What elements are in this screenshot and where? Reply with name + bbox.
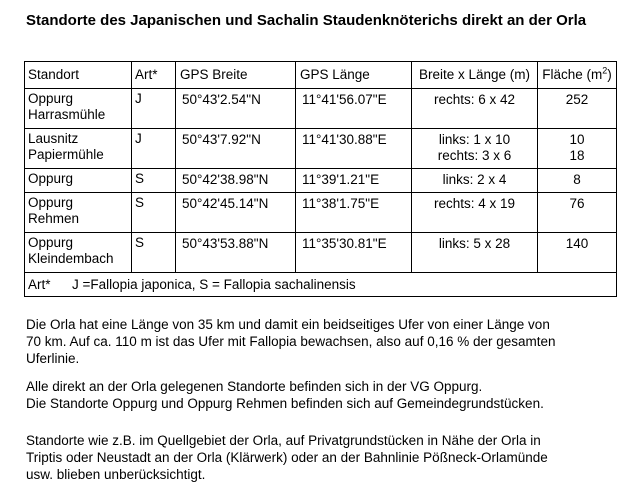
gps-breite-value: 50°43'53.88"N: [182, 236, 269, 251]
area-line-1: 8: [573, 172, 581, 187]
standort-line-2: Papiermühle: [28, 147, 104, 162]
standort-line-2: Harrasmühle: [28, 107, 106, 122]
gps-laenge-value: 11°41'56.07"E: [302, 92, 387, 107]
gps-breite-value: 50°43'2.54"N: [182, 92, 261, 107]
cell-dimensions: [412, 129, 538, 169]
cell-dimensions: [412, 169, 538, 193]
header-standort: Standort: [25, 62, 132, 89]
dimensions-line-2: rechts: 3 x 6: [437, 148, 512, 163]
cell-dimensions: [412, 89, 538, 129]
cell-gps-laenge: [296, 193, 412, 233]
cell-gps-breite: [176, 169, 296, 193]
header-area-sup: 2: [602, 65, 608, 76]
cell-area: [538, 129, 617, 169]
legend-row: [25, 273, 617, 297]
cell-area: [538, 169, 617, 193]
header-art: Art*: [132, 62, 176, 89]
cell-art: [132, 89, 176, 129]
gps-laenge-value: 11°39'1.21"E: [302, 172, 380, 187]
area-line-1: 140: [565, 236, 589, 251]
dimensions-line-1: links: 5 x 28: [438, 236, 511, 251]
table-header-row: [25, 62, 617, 89]
table-row: [25, 169, 617, 193]
standort-line-2: Kleindembach: [28, 251, 114, 266]
cell-dimensions: [412, 193, 538, 233]
cell-standort: [25, 129, 132, 169]
cell-gps-breite: [176, 193, 296, 233]
paragraph-line: Die Orla hat eine Länge von 35 km und damit ein beidseitiges Ufer von einer Länge von: [26, 317, 550, 332]
gps-breite-value: 50°43'7.92"N: [182, 132, 261, 147]
table-row: [25, 233, 617, 273]
legend-cell: [25, 273, 617, 297]
paragraph-line: Alle direkt an der Orla gelegenen Standorte befinden sich in der VG Oppurg.: [26, 379, 483, 394]
cell-art: [132, 169, 176, 193]
art-value: S: [135, 235, 145, 250]
table-row: [25, 89, 617, 129]
cell-gps-breite: [176, 129, 296, 169]
paragraph-length: [26, 316, 616, 367]
header-area-prefix: Fläche (m: [542, 67, 603, 82]
legend-key: Art*: [28, 277, 51, 292]
cell-dimensions: [412, 233, 538, 273]
standort-line-2: Rehmen: [28, 211, 80, 226]
area-line-1: 252: [565, 92, 589, 107]
paragraph-location: [26, 378, 616, 412]
cell-area: [538, 89, 617, 129]
art-value: S: [135, 195, 145, 210]
cell-art: [132, 233, 176, 273]
cell-gps-laenge: [296, 169, 412, 193]
cell-standort: [25, 89, 132, 129]
art-value: S: [135, 171, 145, 186]
paragraph-line: Uferlinie.: [26, 351, 80, 366]
standort-line-1: Oppurg: [28, 195, 74, 210]
cell-standort: [25, 193, 132, 233]
gps-laenge-value: 11°38'1.75"E: [302, 196, 380, 211]
dimensions-line-1: rechts: 6 x 42: [433, 92, 516, 107]
art-value: J: [135, 131, 142, 146]
cell-gps-laenge: [296, 233, 412, 273]
cell-art: [132, 193, 176, 233]
cell-standort: [25, 169, 132, 193]
area-line-2: 18: [569, 148, 585, 163]
cell-gps-breite: [176, 233, 296, 273]
table-row: [25, 129, 617, 169]
cell-area: [538, 193, 617, 233]
art-value: J: [135, 91, 142, 106]
table-row: [25, 193, 617, 233]
cell-gps-laenge: [296, 129, 412, 169]
cell-area: [538, 233, 617, 273]
cell-standort: [25, 233, 132, 273]
standort-line-1: Oppurg: [28, 91, 74, 106]
paragraph-line: usw. blieben unberücksichtigt.: [26, 467, 206, 482]
paragraph-line: Triptis oder Neustadt an der Orla (Klärwerk) oder an der Bahnlinie Pößneck-Orlamünde: [26, 450, 548, 465]
area-line-1: 76: [569, 196, 585, 211]
area-line-1: 10: [569, 132, 585, 147]
header-dimensions: Breite x Länge (m): [412, 62, 538, 89]
dimensions-line-1: links: 2 x 4: [442, 172, 507, 187]
standort-line-1: Oppurg: [28, 235, 74, 250]
paragraph-line: Standorte wie z.B. im Quellgebiet der Orla, auf Privatgrundstücken in Nähe der Orla in: [26, 433, 541, 448]
document-title: Standorte des Japanischen und Sachalin Staudenknöterichs direkt an der Orla: [26, 12, 587, 29]
standort-line-1: Oppurg: [28, 171, 74, 186]
paragraph-line: 70 km. Auf ca. 110 m ist das Ufer mit Fallopia bewachsen, also auf 0,16 % der gesamten: [26, 334, 556, 349]
header-gps-breite: GPS Breite: [176, 62, 296, 89]
header-gps-laenge: GPS Länge: [296, 62, 412, 89]
sites-table: [24, 61, 617, 297]
gps-breite-value: 50°42'45.14"N: [182, 196, 269, 211]
cell-gps-laenge: [296, 89, 412, 129]
gps-laenge-value: 11°35'30.81"E: [302, 236, 387, 251]
standort-line-1: Lausnitz: [28, 131, 79, 146]
legend-text: J =Fallopia japonica, S = Fallopia sachalinensis: [72, 277, 356, 292]
paragraph-line: Die Standorte Oppurg und Oppurg Rehmen befinden sich auf Gemeindegrundstücken.: [26, 396, 544, 411]
gps-breite-value: 50°42'38.98"N: [182, 172, 269, 187]
dimensions-line-1: links: 1 x 10: [438, 132, 511, 147]
cell-art: [132, 129, 176, 169]
gps-laenge-value: 11°41'30.88"E: [302, 132, 387, 147]
paragraph-excluded: [26, 432, 616, 483]
header-area: [538, 62, 617, 89]
cell-gps-breite: [176, 89, 296, 129]
header-area-suffix: ): [607, 67, 612, 82]
dimensions-line-1: rechts: 4 x 19: [433, 196, 516, 211]
